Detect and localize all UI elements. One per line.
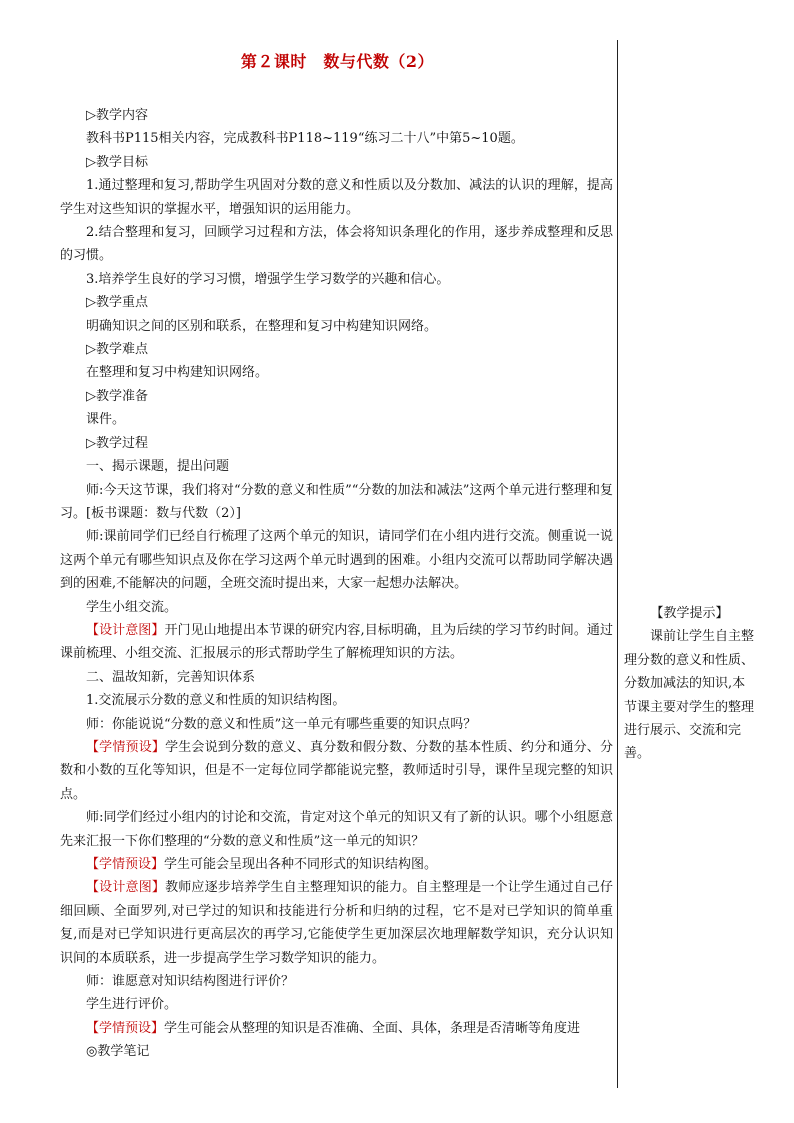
goal-3: 3.培养学生良好的学习习惯，增强学生学习数学的兴趣和信心。	[86, 271, 450, 287]
paragraph	[60, 736, 613, 806]
section-heading-key-point: ▷教学重点	[86, 295, 148, 311]
paragraph: 师：你能说说“分数的意义和性质”这一单元有哪些重要的知识点吗？	[86, 716, 477, 732]
main-content	[60, 104, 613, 1064]
part-1-heading: 一、揭示课题，提出问题	[86, 459, 230, 475]
paragraph: 师:同学们经过小组内的讨论和交流，肯定对这个单元的知识又有了新的认识。哪个小组愿意先来汇报一下你们整理的“分数的意义和性质”这一单元的知识？	[60, 810, 613, 849]
design-intent-tag: 【设计意图】	[86, 880, 166, 896]
paragraph-body: 教师应逐步培养学生自主整理知识的能力。自主整理是一个让学生通过自己仔细回顾、全面罗列,对已学过的知识和技能进行分析和归纳的过程，它不是对已学知识的简单重复,而是对已学知识进行更高层次的再学习,它能使学生更加深层次地理解数学知识，充分认识知识间的本质联系，进一步提高学生学习数学知识的能力。	[60, 880, 613, 966]
paragraph	[60, 853, 613, 876]
goal-2: 2.结合整理和复习，回顾学习过程和方法，体会将知识条理化的作用，逐步养成整理和反思的习惯。	[60, 225, 613, 264]
page-title: 第２课时 数与代数（2）	[240, 52, 435, 71]
content-text: 教科书P115相关内容，完成教科书P118~119“练习二十八”中第5~10题。	[86, 131, 524, 147]
section-heading-goals: ▷教学目标	[86, 154, 148, 170]
section-heading-process: ▷教学过程	[86, 435, 148, 451]
paragraph: 师:今天这节课，我们将对“分数的意义和性质”“分数的加法和减法”这两个单元进行整理和复习。[板书课题：数与代数（2）]	[60, 482, 613, 521]
column-divider	[617, 40, 618, 1088]
part-2-heading: 二、温故知新，完善知识体系	[86, 669, 256, 685]
difficulty-text: 在整理和复习中构建知识网络。	[86, 365, 269, 381]
paragraph	[60, 876, 613, 970]
paragraph: 学生小组交流。	[86, 599, 178, 615]
learning-preset-tag: 【学情预设】	[86, 857, 165, 872]
paragraph-body: 开门见山地提出本节课的研究内容,目标明确，且为后续的学习节约时间。通过课前梳理、小组交流、汇报展示的形式帮助学生了解梳理知识的方法。	[60, 622, 613, 662]
teaching-tip-title: 【教学提示】	[650, 606, 729, 621]
teaching-tip-sidebar	[624, 602, 755, 766]
paragraph: 1.交流展示分数的意义和性质的知识结构图。	[86, 693, 346, 709]
paragraph	[60, 619, 613, 666]
section-heading-preparation: ▷教学准备	[86, 388, 148, 404]
paragraph-body: 学生可能会从整理的知识是否准确、全面、具体，条理是否清晰等角度进	[164, 1020, 581, 1036]
paragraph: 学生进行评价。	[86, 997, 178, 1013]
design-intent-tag: 【设计意图】	[86, 622, 165, 638]
paragraph-body: 学生会说到分数的意义、真分数和假分数、分数的基本性质、约分和通分、分数和小数的互化等知识，但是不一定每位同学都能说完整，教师适时引导，课件呈现完整的知识点。	[60, 739, 613, 802]
section-heading-content: ▷教学内容	[86, 108, 148, 123]
paragraph	[60, 1017, 613, 1040]
preparation-text: 课件。	[86, 412, 126, 428]
learning-preset-tag: 【学情预设】	[86, 1020, 165, 1036]
goal-1: 1.通过整理和复习,帮助学生巩固对分数的意义和性质以及分数加、减法的认识的理解，提高学生对这些知识的掌握水平，增强知识的运用能力。	[60, 178, 613, 217]
learning-preset-tag: 【学情预设】	[86, 739, 166, 755]
paragraph: 师：谁愿意对知识结构图进行评价？	[86, 974, 295, 990]
teaching-notes-label: ◎教学笔记	[86, 1044, 150, 1060]
paragraph-body: 学生可能会呈现出各种不同形式的知识结构图。	[164, 857, 438, 872]
paragraph: 师:课前同学们已经自行梳理了这两个单元的知识，请同学们在小组内进行交流。侧重说一说这两个单元有哪些知识点及你在学习这两个单元时遇到的困难。小组内交流可以帮助同学解决遇到的困难,不能解决的问题，全班交流时提出来，大家一起想办法解决。	[60, 529, 613, 592]
teaching-tip-body: 课前让学生自主整理分数的意义和性质、分数加减法的知识,本节课主要对学生的整理进行展示、交流和完善。	[624, 629, 755, 762]
section-heading-difficulty: ▷教学难点	[86, 342, 148, 358]
key-point-text: 明确知识之间的区别和联系，在整理和复习中构建知识网络。	[86, 318, 438, 334]
